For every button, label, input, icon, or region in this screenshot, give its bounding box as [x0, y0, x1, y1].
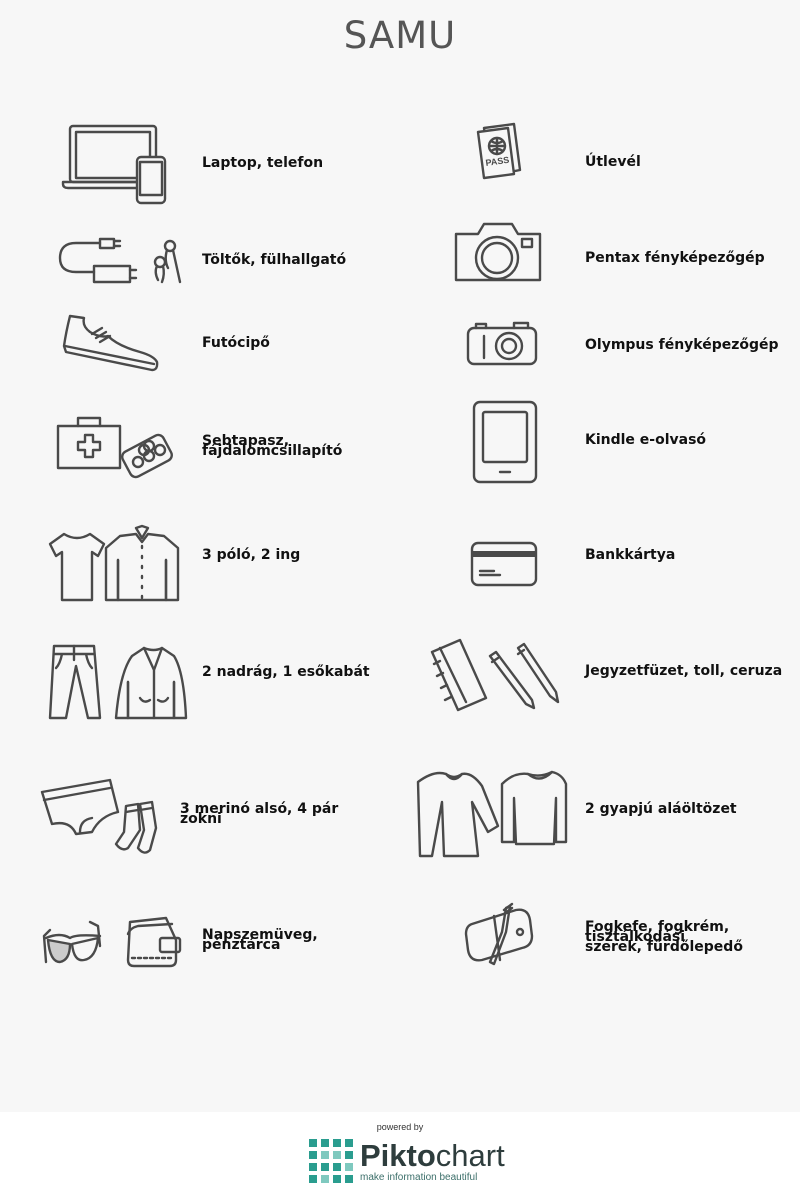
toiletry-bag-icon [464, 904, 534, 966]
item-label: Pentax fényképezőgép [585, 250, 765, 266]
item-label: Sebtapasz, fájdalomcsillapító [202, 433, 343, 459]
item-label: Kindle e-olvasó [585, 432, 707, 448]
ereader-icon [472, 400, 538, 484]
piktochart-wordmark[interactable] [360, 1139, 505, 1173]
brand-part-2: chart [435, 1138, 505, 1173]
item-label: 3 póló, 2 ing [202, 547, 301, 563]
item-label: Jegyzetfüzet, toll, ceruza [585, 663, 783, 679]
wool-base-layer-icon [414, 766, 572, 858]
item-label: Laptop, telefon [202, 155, 324, 171]
item-label: Útlevél [585, 154, 641, 170]
item-label: Fogkefe, fogkrém, tisztálkodási szerek, fürdőlepedő [585, 919, 743, 955]
tshirt-shirt-icon [46, 524, 186, 604]
item-label: 2 nadrág, 1 esőkabát [202, 664, 370, 680]
running-shoe-icon [60, 312, 160, 376]
bank-card-icon [470, 541, 538, 587]
tagline: make information beautiful [360, 1172, 478, 1183]
item-label: Futócipő [202, 335, 270, 351]
notebook-pen-pencil-icon [428, 636, 562, 714]
item-label: 3 merinó alsó, 4 pár zokni [180, 801, 339, 827]
item-label: 2 gyapjú aláöltözet [585, 801, 737, 817]
underwear-socks-icon [40, 776, 162, 858]
trousers-raincoat-icon [46, 642, 188, 722]
item-label: Bankkártya [585, 547, 676, 563]
brand-part-1: Pikto [360, 1138, 436, 1173]
item-label: Olympus fényképezőgép [585, 337, 779, 353]
first-aid-pills-icon [56, 414, 174, 480]
passport-icon [470, 122, 526, 182]
item-label: Töltők, fülhallgató [202, 252, 347, 268]
dslr-camera-icon [454, 222, 542, 282]
sunglasses-wallet-icon [42, 914, 184, 970]
svg-text:PASS: PASS [484, 154, 510, 168]
item-label: Napszemüveg, pénztárca [202, 927, 318, 953]
powered-by-text: powered by [376, 1122, 424, 1132]
laptop-phone-icon [60, 124, 170, 206]
piktochart-logo-icon[interactable] [309, 1139, 353, 1183]
charger-earphones-icon [56, 236, 186, 286]
footer [0, 1112, 800, 1193]
page-title: SAMU [343, 14, 457, 57]
compact-camera-icon [466, 320, 538, 366]
